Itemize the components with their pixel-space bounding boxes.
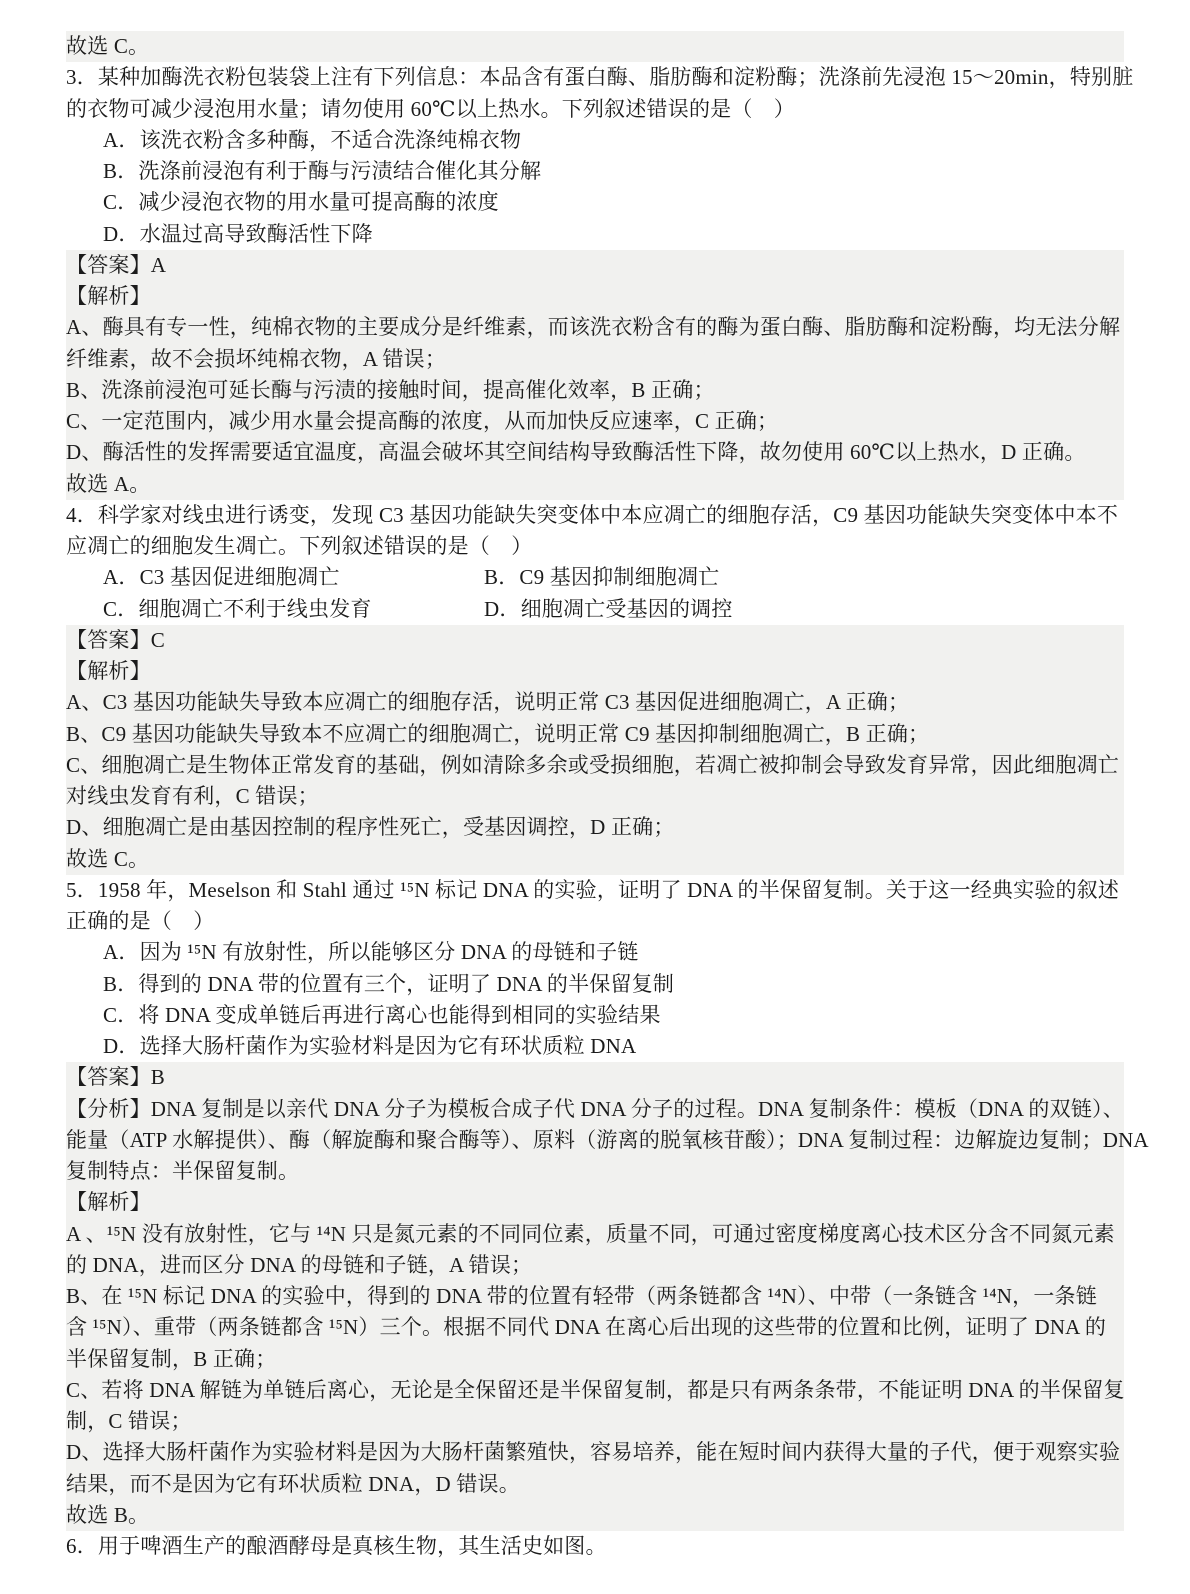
- question-text: 的衣物可减少浸泡用水量；请勿使用 60℃以上热水。下列叙述错误的是（ ）: [66, 96, 795, 121]
- analysis-line: 复制特点：半保留复制。: [66, 1156, 1124, 1187]
- option-line: C．将 DNA 变成单链后再进行离心也能得到相同的实验结果: [103, 1002, 661, 1027]
- explanation-line: 的 DNA，进而区分 DNA 的母链和子链，A 错误；: [66, 1250, 1124, 1281]
- explanation-line: 对线虫发育有利，C 错误；: [66, 781, 1124, 812]
- explanation-line: 半保留复制，B 正确；: [66, 1344, 1124, 1375]
- explanation-line: 含 ¹⁵N）、重带（两条链都含 ¹⁵N）三个。根据不同代 DNA 在离心后出现的这些带的位置和比例，证明了 DNA 的: [66, 1312, 1124, 1343]
- conclusion-line: 故选 C。: [66, 31, 1124, 62]
- analysis-line: 【分析】DNA 复制是以亲代 DNA 分子为模板合成子代 DNA 分子的过程。DNA 复制条件：模板（DNA 的双链）、: [66, 1094, 1124, 1125]
- analysis-header: 【解析】: [66, 281, 1124, 312]
- explanation-line: C、若将 DNA 解链为单链后离心，无论是全保留还是半保留复制，都是只有两条条带，不能证明 DNA 的半保留复: [66, 1375, 1124, 1406]
- option-line: D．水温过高导致酶活性下降: [103, 221, 373, 246]
- explanation-line: C、一定范围内，减少用水量会提高酶的浓度，从而加快反应速率，C 正确；: [66, 406, 1124, 437]
- explanation-line: 结果，而不是因为它有环状质粒 DNA，D 错误。: [66, 1469, 1124, 1500]
- option-line: A．该洗衣粉含多种酶，不适合洗涤纯棉衣物: [103, 127, 522, 152]
- explanation-line: A 、¹⁵N 没有放射性，它与 ¹⁴N 只是氮元素的不同同位素，质量不同，可通过密度梯度离心技术区分含不同氮元素: [66, 1219, 1124, 1250]
- explanation-line: D、酶活性的发挥需要适宜温度，高温会破坏其空间结构导致酶活性下降，故勿使用 60℃以上热水，D 正确。: [66, 437, 1124, 468]
- answer-line: 【答案】A: [66, 250, 1124, 281]
- analysis-header: 【解析】: [66, 656, 1124, 687]
- conclusion-line: 故选 B。: [66, 1500, 1124, 1531]
- question-text: 5．1958 年，Meselson 和 Stahl 通过 ¹⁵N 标记 DNA 的实验，证明了 DNA 的半保留复制。关于这一经典实验的叙述: [66, 877, 1120, 902]
- question-text: 应凋亡的细胞发生凋亡。下列叙述错误的是（ ）: [66, 534, 533, 558]
- option-line: B．得到的 DNA 带的位置有三个，证明了 DNA 的半保留复制: [103, 971, 675, 996]
- explanation-line: B、在 ¹⁵N 标记 DNA 的实验中，得到的 DNA 带的位置有轻带（两条链都含 ¹⁴N）、中带（一条链含 ¹⁴N，一条链: [66, 1281, 1124, 1312]
- option-line: A．因为 ¹⁵N 有放射性，所以能够区分 DNA 的母链和子链: [103, 940, 639, 965]
- answer-line: 【答案】C: [66, 625, 1124, 656]
- option-line: B．洗涤前浸泡有利于酶与污渍结合催化其分解: [103, 159, 542, 183]
- exam-document: [66, 31, 1149, 1562]
- answer-line: 【答案】B: [66, 1062, 1124, 1093]
- option-row: [66, 594, 1124, 625]
- question-text: 正确的是（ ）: [66, 909, 215, 933]
- conclusion-line: 故选 A。: [66, 469, 1124, 500]
- question-text: 6．用于啤酒生产的酿酒酵母是真核生物，其生活史如图。: [66, 1534, 607, 1558]
- explanation-line: 制，C 错误；: [66, 1406, 1124, 1437]
- option-text: D．细胞凋亡受基因的调控: [484, 596, 733, 621]
- option-text: B．C9 基因抑制细胞凋亡: [484, 565, 720, 590]
- option-row: [66, 562, 1124, 593]
- explanation-line: B、洗涤前浸泡可延长酶与污渍的接触时间，提高催化效率，B 正确；: [66, 375, 1124, 406]
- option-line: C．减少浸泡衣物的用水量可提高酶的浓度: [103, 190, 499, 215]
- option-text: A．C3 基因促进细胞凋亡: [103, 565, 340, 590]
- explanation-line: D、细胞凋亡是由基因控制的程序性死亡，受基因调控，D 正确；: [66, 812, 1124, 843]
- explanation-line: D、选择大肠杆菌作为实验材料是因为大肠杆菌繁殖快，容易培养，能在短时间内获得大量的子代，便于观察实验: [66, 1437, 1124, 1468]
- explanation-line: B、C9 基因功能缺失导致本不应凋亡的细胞凋亡，说明正常 C9 基因抑制细胞凋亡，B 正确；: [66, 719, 1124, 750]
- conclusion-line: 故选 C。: [66, 844, 1124, 875]
- option-line: D．选择大肠杆菌作为实验材料是因为它有环状质粒 DNA: [103, 1034, 637, 1058]
- explanation-line: 纤维素，故不会损坏纯棉衣物，A 错误；: [66, 344, 1124, 375]
- explanation-line: C、细胞凋亡是生物体正常发育的基础，例如清除多余或受损细胞，若凋亡被抑制会导致发育异常，因此细胞凋亡: [66, 750, 1124, 781]
- question-text: 3．某种加酶洗衣粉包装袋上注有下列信息：本品含有蛋白酶、脂肪酶和淀粉酶；洗涤前先浸泡 15～20min，特别脏: [66, 65, 1134, 90]
- explanation-line: A、酶具有专一性，纯棉衣物的主要成分是纤维素，而该洗衣粉含有的酶为蛋白酶、脂肪酶和淀粉酶，均无法分解: [66, 312, 1124, 343]
- analysis-line: 能量（ATP 水解提供）、酶（解旋酶和聚合酶等）、原料（游离的脱氧核苷酸）；DNA 复制过程：边解旋边复制；DNA: [66, 1125, 1124, 1156]
- explanation-line: A、C3 基因功能缺失导致本应凋亡的细胞存活，说明正常 C3 基因促进细胞凋亡，A 正确；: [66, 687, 1124, 718]
- analysis-header: 【解析】: [66, 1187, 1124, 1218]
- option-text: C．细胞凋亡不利于线虫发育: [103, 596, 372, 621]
- question-text: 4．科学家对线虫进行诱变，发现 C3 基因功能缺失突变体中本应凋亡的细胞存活，C9 基因功能缺失突变体中本不: [66, 502, 1119, 527]
